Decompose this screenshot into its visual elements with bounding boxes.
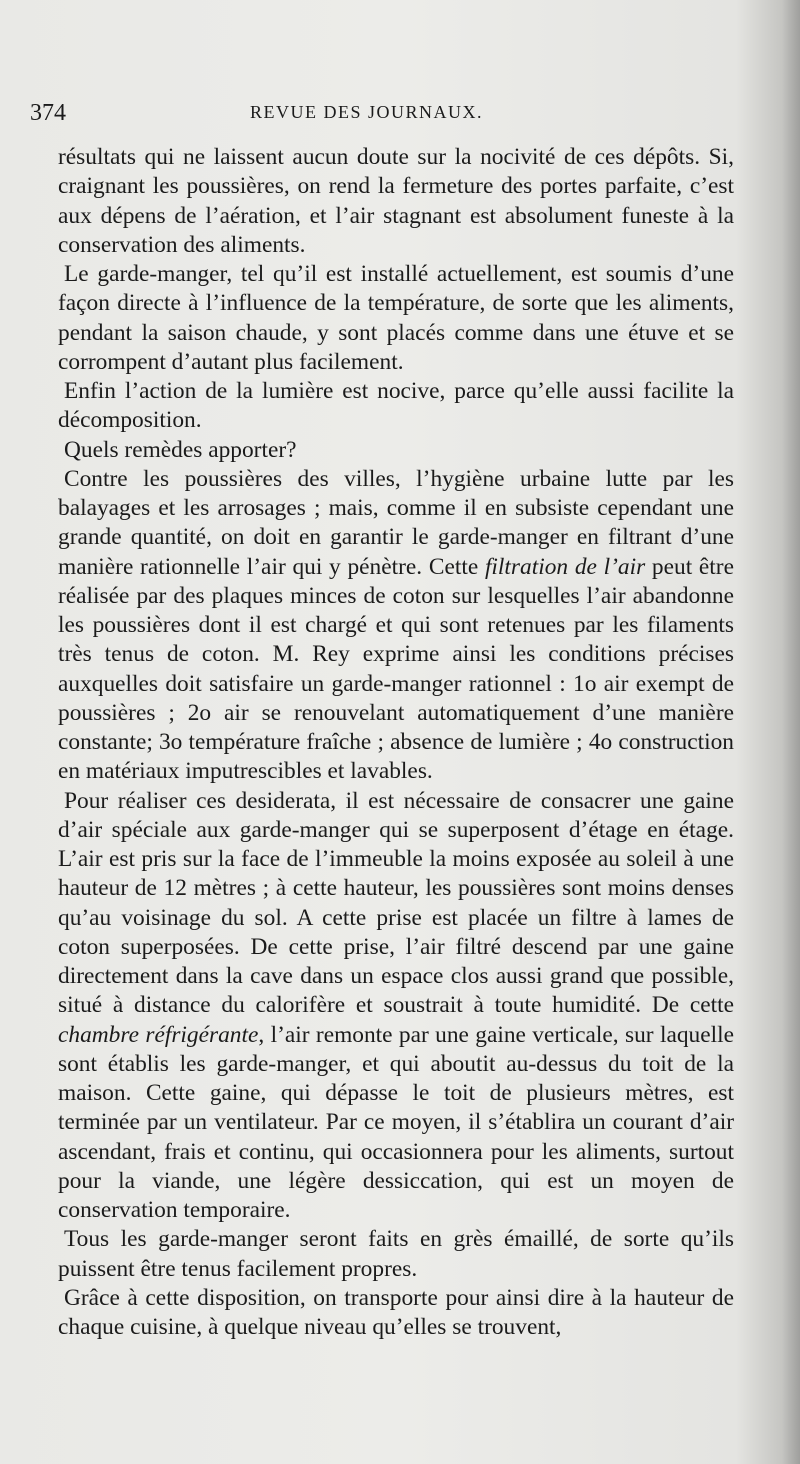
paragraph-2: Le garde-manger, tel qu’il est installé actuellement, est soumis d’une façon directe à l’influence de la température, de sorte que les aliments, pendant la saison chaude, y sont placés comme dans une étuve et se corrompent d’autant plus facilement. xyxy=(58,261,734,375)
paragraph-6-italic-term: chambre réfrigérante xyxy=(58,1021,259,1048)
page-number: 374 xyxy=(30,100,66,126)
paragraph-5-italic-term: filtration de l’air xyxy=(484,553,646,580)
page-header xyxy=(30,100,770,130)
paragraph-3: Enfin l’action de la lumière est nocive, parce qu’elle aussi facilite la décomposition. xyxy=(58,378,734,434)
paragraph-8: Grâce à cette disposition, on transporte pour ainsi dire à la hauteur de chaque cuisine, à quelque niveau qu’elles se trouvent, xyxy=(58,1284,734,1340)
article-body xyxy=(58,143,734,1342)
paragraph-6-text-after: , l’air remonte par une gaine verticale, sur laquelle sont établis les garde-manger, et qui aboutit au-dessus du toit de la maison. Cette gaine, qui dépasse le toit de plusieurs mètres, est terminée par un ventilateur. Par ce moyen, il s’établira un courant d’air ascendant, frais et continu, qui occasionnera pour les aliments, surtout pour la viande, une légère dessiccation, qui est un moyen de conservation temporaire. xyxy=(58,1021,734,1223)
paragraph-5-text-before: Contre les poussières des villes, l’hygiène urbaine lutte par les balayages et les arrosages ; mais, comme il en subsiste cependant une grande quantité, on doit en garantir le garde-manger en filtrant d’une manière rationnelle l’air qui y pénètre. Cette xyxy=(58,465,734,580)
paragraph-5 xyxy=(58,465,734,787)
paragraph-4: Quels remèdes apporter? xyxy=(64,436,297,463)
running-title: REVUE DES JOURNAUX. xyxy=(250,102,484,122)
paragraph-6-text-before: Pour réaliser ces desiderata, il est nécessaire de consacrer une gaine d’air spéciale aux garde-manger qui se superposent d’étage en étage. L’air est pris sur la face de l’immeuble la moins exposée au soleil à une hauteur de 12 mètres ; à cette hauteur, les poussières sont moins denses qu’au voisinage du sol. A cette prise est placée un filtre à lames de coton superposées. De cette prise, l’air filtré descend par une gaine directement dans la cave dans un espace clos aussi grand que possible, situé à distance du calorifère et soustrait à toute humidité. De cette xyxy=(58,787,734,1019)
paragraph-6 xyxy=(58,787,734,1226)
paragraph-5-text-after: peut être réalisée par des plaques minces de coton sur lesquelles l’air abandonne les poussières dont il est chargé et qui sont retenues par les filaments très tenus de coton. M. Rey exprime ainsi les conditions précises auxquelles doit satisfaire un garde-manger rationnel : 1o air exempt de poussières ; 2o air se renouvelant automatiquement d’une manière constante; 3o température fraîche ; absence de lumière ; 4o construction en matériaux imputrescibles et lavables. xyxy=(58,553,734,785)
paragraph-1: résultats qui ne laissent aucun doute sur la nocivité de ces dépôts. Si, craignant les poussières, on rend la fermeture des portes parfaite, c’est aux dépens de l’aération, et l’air stagnant est absolument funeste à la conservation des aliments. xyxy=(58,144,734,258)
paragraph-7: Tous les garde-manger seront faits en grès émaillé, de sorte qu’ils puissent être tenus facilement propres. xyxy=(58,1226,734,1282)
scan-edge-shadow xyxy=(782,0,800,1464)
